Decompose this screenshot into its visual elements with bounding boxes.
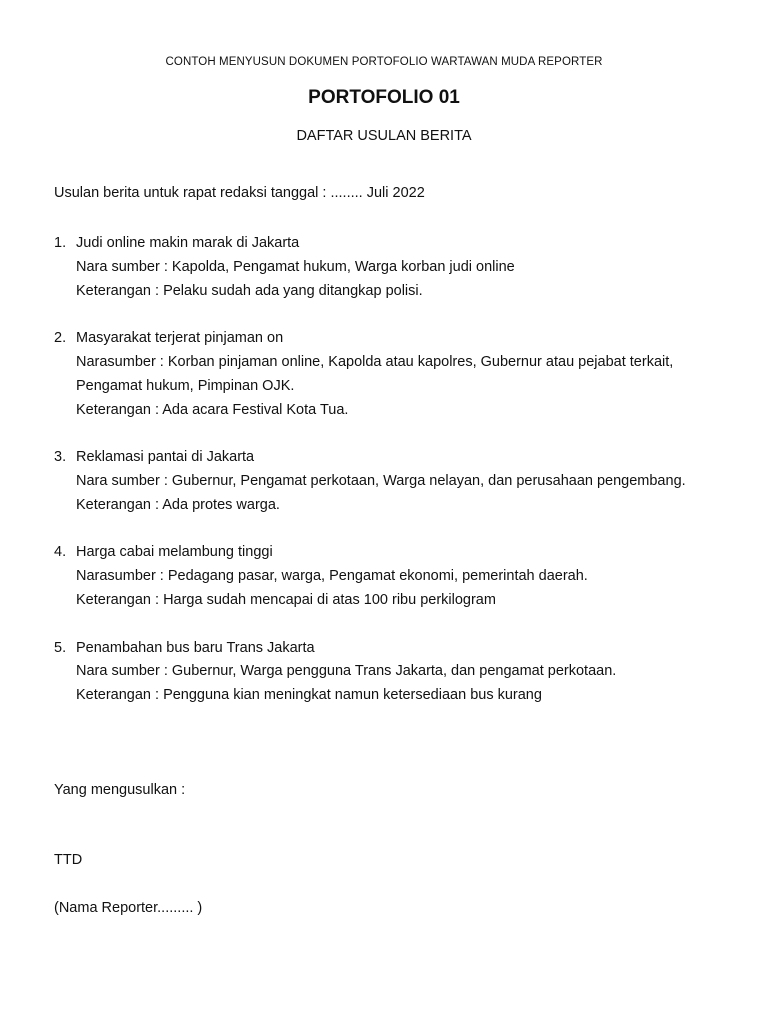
item-sources: Nara sumber : Gubernur, Pengamat perkotaan, Warga nelayan, dan perusahaan pengembang.: [76, 472, 686, 489]
item-headline: Harga cabai melambung tinggi: [76, 544, 273, 561]
item-note: Keterangan : Ada protes warga.: [76, 496, 280, 513]
item-note: Keterangan : Harga sudah mencapai di atas 100 ribu perkilogram: [76, 591, 496, 608]
document-header: CONTOH MENYUSUN DOKUMEN PORTOFOLIO WARTAWAN MUDA REPORTER: [165, 56, 603, 68]
item-number: 4.: [54, 544, 67, 561]
news-proposal-list: [54, 232, 724, 732]
item-headline: Judi online makin marak di Jakarta: [76, 235, 300, 251]
list-item: [54, 232, 724, 303]
item-note: Keterangan : Pengguna kian meningkat namun ketersediaan bus kurang: [76, 687, 542, 704]
item-headline: Masyarakat terjerat pinjaman on: [76, 330, 284, 347]
item-body: [76, 327, 724, 422]
item-number: 3.: [54, 449, 67, 466]
list-item: [54, 637, 724, 708]
list-item: [54, 446, 724, 517]
list-item: [54, 327, 724, 422]
item-body: [76, 637, 724, 708]
item-body: [76, 232, 724, 303]
item-sources: Narasumber : Korban pinjaman online, Kapolda atau kapolres, Gubernur atau pejabat terkait, Pengamat hukum, Pimpinan OJK.: [76, 353, 674, 394]
item-number: 1.: [54, 235, 67, 251]
item-headline: Penambahan bus baru Trans Jakarta: [76, 639, 315, 656]
item-number: 2.: [54, 330, 67, 347]
item-body: [76, 446, 724, 517]
item-headline: Reklamasi pantai di Jakarta: [76, 449, 255, 466]
item-note: Keterangan : Pelaku sudah ada yang ditangkap polisi.: [76, 282, 423, 299]
reporter-name: (Nama Reporter......... ): [54, 900, 203, 916]
item-sources: Nara sumber : Kapolda, Pengamat hukum, Warga korban judi online: [76, 258, 515, 275]
intro-line: Usulan berita untuk rapat redaksi tanggal : ........ Juli 2022: [54, 185, 425, 201]
list-item: [54, 541, 724, 612]
item-number: 5.: [54, 639, 67, 656]
signature-placeholder: TTD: [54, 852, 83, 868]
signoff-label: Yang mengusulkan :: [54, 782, 186, 798]
item-sources: Nara sumber : Gubernur, Warga pengguna Trans Jakarta, dan pengamat perkotaan.: [76, 663, 617, 680]
item-body: [76, 541, 724, 612]
item-sources: Narasumber : Pedagang pasar, warga, Pengamat ekonomi, pemerintah daerah.: [76, 568, 588, 585]
document-subtitle: DAFTAR USULAN BERITA: [296, 128, 472, 144]
item-note: Keterangan : Ada acara Festival Kota Tua.: [76, 401, 349, 418]
document-title: PORTOFOLIO 01: [308, 87, 460, 108]
